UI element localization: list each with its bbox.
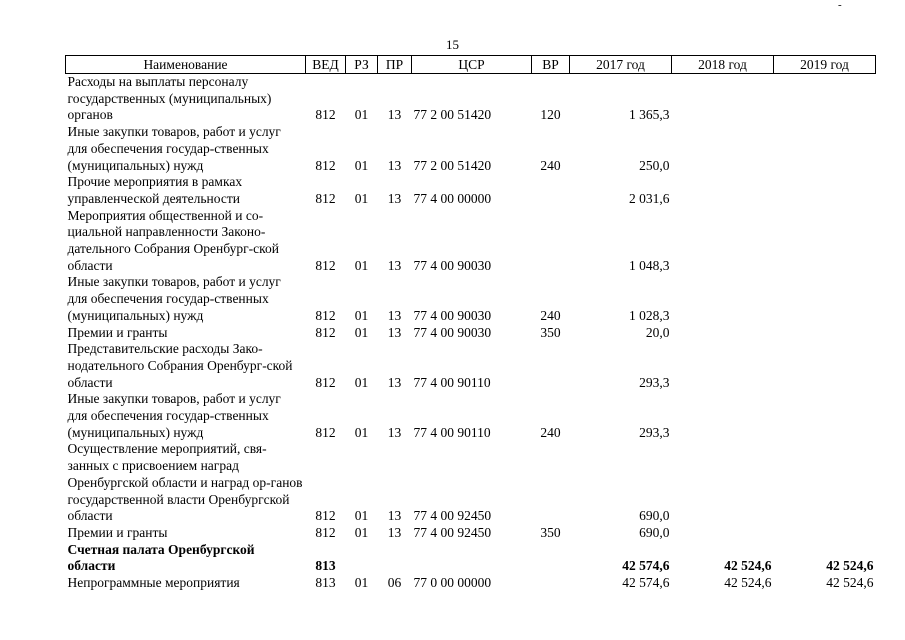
cell-rz <box>346 542 378 575</box>
cell-name: Счетная палата Оренбургской области <box>67 541 255 574</box>
table-row <box>66 341 876 391</box>
cell-name: Иные закупки товаров, работ и услуг для обеспечения государ-ственных (муниципальных) нужд <box>67 124 281 173</box>
cell-pr: 06 <box>387 575 402 591</box>
table-row <box>66 208 876 275</box>
cell-y2019: 42 524,6 <box>826 558 874 574</box>
cell-vr: 120 <box>540 107 561 123</box>
cell-name: Осуществление мероприятий, свя-занных с присвоением наград Оренбургской области и наград ор-ганов государственной власти Оренбургской области <box>67 441 303 524</box>
cell-y2019 <box>774 174 876 207</box>
cell-pr: 13 <box>387 307 402 323</box>
cell-rz: 01 <box>354 307 369 323</box>
cell-rz: 01 <box>354 157 369 173</box>
cell-y2017: 42 574,6 <box>622 558 670 574</box>
cell-y2018 <box>672 124 774 174</box>
cell-y2017: 2 031,6 <box>629 190 670 206</box>
cell-csr: 77 0 00 00000 <box>413 575 492 591</box>
cell-rz: 01 <box>354 508 369 524</box>
cell-y2017: 690,0 <box>639 508 670 524</box>
cell-ved: 812 <box>315 157 336 173</box>
table-row <box>66 174 876 207</box>
cell-y2018 <box>672 391 774 441</box>
cell-rz: 01 <box>354 324 369 340</box>
cell-name: Мероприятия общественной и со-циальной направленности Законо-дательного Собрания Оренбург-ской области <box>67 207 279 273</box>
table-header <box>66 56 876 74</box>
cell-vr <box>532 542 570 575</box>
table-row <box>66 441 876 525</box>
cell-vr <box>532 441 570 525</box>
cell-vr: 350 <box>540 524 561 540</box>
cell-csr: 77 4 00 90030 <box>413 324 492 340</box>
table-row <box>66 391 876 441</box>
cell-vr <box>532 575 570 592</box>
cell-name: Непрограммные мероприятия <box>67 575 240 591</box>
cell-pr: 13 <box>387 524 402 540</box>
cell-csr: 77 4 00 90030 <box>413 307 492 323</box>
cell-y2017: 293,3 <box>639 374 670 390</box>
cell-name: Иные закупки товаров, работ и услуг для обеспечения государ-ственных (муниципальных) нужд <box>67 274 281 323</box>
page-number: 15 <box>446 37 459 52</box>
cell-name: Прочие мероприятия в рамках управленческой деятельности <box>67 174 243 206</box>
cell-vr: 240 <box>540 157 561 173</box>
cell-y2017: 1 028,3 <box>629 307 670 323</box>
cell-y2018 <box>672 341 774 391</box>
cell-pr: 13 <box>387 257 402 273</box>
cell-vr <box>532 174 570 207</box>
cell-vr <box>532 208 570 275</box>
cell-vr: 350 <box>540 324 561 340</box>
cell-y2018 <box>672 274 774 324</box>
cell-pr: 13 <box>387 107 402 123</box>
header-rz: РЗ <box>346 56 378 74</box>
cell-y2019: 42 524,6 <box>826 575 874 591</box>
cell-csr: 77 4 00 90110 <box>413 424 491 440</box>
cell-csr: 77 4 00 92450 <box>413 524 492 540</box>
table-row <box>66 525 876 542</box>
cell-pr: 13 <box>387 157 402 173</box>
cell-rz: 01 <box>354 424 369 440</box>
header-csr: ЦСР <box>412 56 532 74</box>
table-row <box>66 74 876 125</box>
cell-ved: 812 <box>315 524 336 540</box>
cell-csr: 77 4 00 00000 <box>413 190 492 206</box>
header-name: Наименование <box>66 56 306 74</box>
cell-vr: 240 <box>540 424 561 440</box>
table-body <box>66 74 876 592</box>
cell-pr: 13 <box>387 424 402 440</box>
corner-mark: - <box>838 0 842 11</box>
cell-csr: 77 2 00 51420 <box>413 157 492 173</box>
cell-y2017: 250,0 <box>639 157 670 173</box>
cell-y2017: 690,0 <box>639 524 670 540</box>
cell-y2017: 293,3 <box>639 424 670 440</box>
cell-csr: 77 4 00 92450 <box>413 508 492 524</box>
header-row <box>66 56 876 74</box>
header-2019: 2019 год <box>774 56 876 74</box>
cell-name: Представительские расходы Зако-нодательного Собрания Оренбург-ской области <box>67 341 293 390</box>
cell-ved: 812 <box>315 257 336 273</box>
cell-y2019 <box>774 124 876 174</box>
cell-rz: 01 <box>354 257 369 273</box>
cell-ved: 812 <box>315 324 336 340</box>
cell-y2018 <box>672 208 774 275</box>
cell-name: Расходы на выплаты персоналу государственных (муниципальных) органов <box>67 74 272 123</box>
cell-rz: 01 <box>354 374 369 390</box>
cell-pr <box>378 542 412 575</box>
cell-y2018 <box>672 325 774 342</box>
table-row <box>66 575 876 592</box>
header-2018: 2018 год <box>672 56 774 74</box>
cell-ved: 813 <box>315 558 336 574</box>
cell-vr: 240 <box>540 307 561 323</box>
cell-y2018 <box>672 74 774 125</box>
cell-csr: 77 4 00 90110 <box>413 374 491 390</box>
cell-y2019 <box>774 391 876 441</box>
cell-y2017: 42 574,6 <box>622 575 670 591</box>
cell-y2018 <box>672 525 774 542</box>
cell-name: Премии и гранты <box>67 324 168 340</box>
table-row <box>66 124 876 174</box>
cell-csr: 77 4 00 90030 <box>413 257 492 273</box>
cell-y2017: 1 048,3 <box>629 257 670 273</box>
cell-pr: 13 <box>387 508 402 524</box>
cell-csr: 77 2 00 51420 <box>413 107 492 123</box>
cell-y2018 <box>672 174 774 207</box>
cell-y2019 <box>774 274 876 324</box>
cell-name: Премии и гранты <box>67 524 168 540</box>
header-ved: ВЕД <box>306 56 346 74</box>
cell-y2019 <box>774 325 876 342</box>
cell-ved: 812 <box>315 508 336 524</box>
table-row <box>66 274 876 324</box>
cell-ved: 812 <box>315 190 336 206</box>
cell-y2018 <box>672 441 774 525</box>
cell-y2018: 42 524,6 <box>724 575 772 591</box>
cell-vr <box>532 341 570 391</box>
cell-rz: 01 <box>354 524 369 540</box>
cell-ved: 812 <box>315 374 336 390</box>
cell-y2018: 42 524,6 <box>724 558 772 574</box>
table-row <box>66 542 876 575</box>
cell-y2019 <box>774 208 876 275</box>
cell-csr <box>412 542 532 575</box>
cell-name: Иные закупки товаров, работ и услуг для обеспечения государ-ственных (муниципальных) нужд <box>67 391 281 440</box>
cell-y2017: 1 365,3 <box>629 107 670 123</box>
cell-pr: 13 <box>387 190 402 206</box>
cell-y2019 <box>774 525 876 542</box>
cell-rz: 01 <box>354 575 369 591</box>
budget-table <box>65 55 876 592</box>
cell-y2019 <box>774 341 876 391</box>
cell-pr: 13 <box>387 324 402 340</box>
cell-y2017: 20,0 <box>645 324 670 340</box>
cell-ved: 812 <box>315 424 336 440</box>
cell-ved: 812 <box>315 107 336 123</box>
cell-y2019 <box>774 74 876 125</box>
cell-y2019 <box>774 441 876 525</box>
header-vr: ВР <box>532 56 570 74</box>
header-pr: ПР <box>378 56 412 74</box>
cell-pr: 13 <box>387 374 402 390</box>
cell-ved: 813 <box>315 575 336 591</box>
table-row <box>66 325 876 342</box>
cell-ved: 812 <box>315 307 336 323</box>
cell-rz: 01 <box>354 190 369 206</box>
cell-rz: 01 <box>354 107 369 123</box>
header-2017: 2017 год <box>570 56 672 74</box>
